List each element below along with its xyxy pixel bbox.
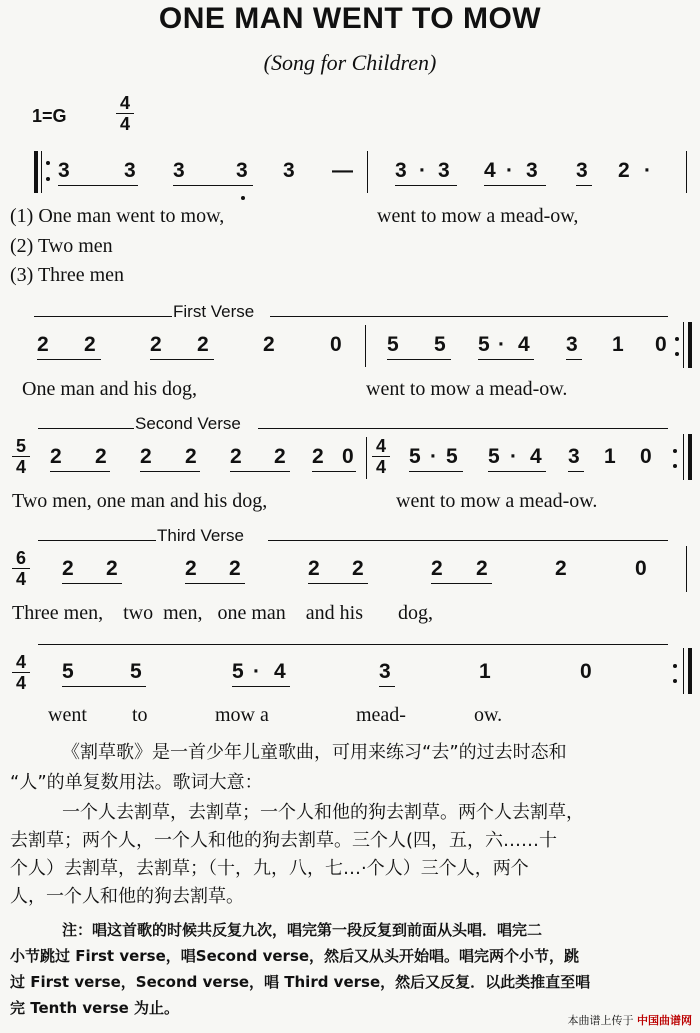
beam — [150, 359, 214, 360]
note: 2 — [308, 557, 320, 580]
beam — [431, 583, 492, 584]
third-verse-label: Third Verse — [157, 526, 244, 545]
beam — [50, 471, 110, 472]
beam — [62, 583, 122, 584]
intro-paragraph-line: “人”的单复数用法。歌词大意： — [10, 772, 263, 793]
barline — [683, 322, 684, 368]
time-sig-top: 5 — [15, 436, 26, 456]
lyric-second-verse-a: Two men, one man and his dog, — [12, 490, 268, 512]
barline — [41, 151, 42, 193]
repeat-dot — [46, 161, 50, 165]
note: 2 — [84, 333, 96, 356]
note: 2 — [37, 333, 49, 356]
song-subtitle: (Song for Children) — [263, 50, 437, 75]
lyric-third-verse: Three men, two men, one man and his dog, — [12, 602, 434, 624]
dot-note: · — [253, 660, 260, 683]
note: 3 — [568, 445, 580, 468]
lyrics-meaning-line: 一个人去割草，去割草；一个人和他的狗去割草。两个人去割草， — [62, 802, 584, 823]
beam — [58, 185, 138, 186]
note: 2 — [50, 445, 62, 468]
repeat-dot — [675, 352, 679, 356]
lyrics-meaning-line: 个人）去割草，去割草；（十，九，八，七…·个人）三个人，两个 — [10, 858, 529, 879]
repeat-dot — [675, 337, 679, 341]
dot-note: · — [430, 445, 437, 468]
first-verse-label: First Verse — [173, 302, 255, 321]
dot-note: · — [510, 445, 517, 468]
lyric-word: mow a — [215, 704, 269, 726]
note: 1 — [479, 660, 491, 683]
note: 5 — [409, 445, 421, 468]
time-sig-top: 4 — [119, 93, 130, 113]
note: 2 — [229, 557, 241, 580]
footer-site-logo: 中国曲谱网 — [637, 1014, 692, 1027]
second-verse-label: Second Verse — [135, 414, 241, 433]
note: 2 — [95, 445, 107, 468]
time-signature-6-4 — [12, 548, 30, 589]
note: 5 — [446, 445, 458, 468]
time-signature-5-4 — [12, 436, 30, 477]
verse-bracket — [270, 316, 668, 317]
note: 3 — [283, 159, 295, 182]
beam — [185, 583, 245, 584]
note: 2 — [431, 557, 443, 580]
dot-note: · — [506, 159, 513, 182]
repeat-start-bar — [34, 151, 38, 193]
repeat-dot — [673, 449, 677, 453]
note: 2 — [352, 557, 364, 580]
note: 0 — [330, 333, 342, 356]
note: 3 — [58, 159, 70, 182]
note: 2 — [140, 445, 152, 468]
note: 4 — [530, 445, 542, 468]
lyric-verse-2: (2) Two men — [10, 235, 113, 257]
note: 3 — [526, 159, 538, 182]
dot-note: · — [498, 333, 505, 356]
beam — [62, 686, 146, 687]
time-sig-top: 6 — [15, 548, 26, 568]
lyric-word: to — [132, 704, 148, 726]
beam — [566, 359, 582, 360]
beam — [568, 471, 584, 472]
note: 3 — [395, 159, 407, 182]
lyric-first-verse-a: One man and his dog, — [22, 378, 197, 400]
note-paragraph-line: 注：唱这首歌的时候共反复九次，唱完第一段反复到前面从头唱．唱完二 — [62, 921, 543, 939]
lyric-second-verse-b: went to mow a mead-ow. — [396, 490, 598, 512]
note-paragraph-line: 过 First verse，Second verse，唱 Third verse，然后又反复．以此类推直至唱 — [10, 973, 591, 991]
time-signature-4-4 — [12, 652, 30, 693]
barline — [686, 151, 687, 193]
note: 2 — [274, 445, 286, 468]
note: 3 — [379, 660, 391, 683]
barline — [367, 151, 368, 193]
beam — [488, 471, 546, 472]
lyric-verse-1b: went to mow a mead-ow, — [377, 205, 579, 227]
note: 0 — [640, 445, 652, 468]
note: 3 — [566, 333, 578, 356]
note: 5 — [478, 333, 490, 356]
beam — [409, 471, 463, 472]
time-sig-bottom: 4 — [12, 568, 30, 589]
beam — [308, 583, 368, 584]
footer-watermark — [568, 1012, 693, 1028]
lyric-verse-3: (3) Three men — [10, 264, 125, 286]
barline — [365, 325, 366, 367]
note: 2 — [312, 445, 324, 468]
beam — [173, 185, 253, 186]
note: 4 — [518, 333, 530, 356]
lyric-verse-1: (1) One man went to mow, — [10, 205, 225, 227]
note: 0 — [635, 557, 647, 580]
repeat-dot — [46, 177, 50, 181]
footer-text: 本曲谱上传于 — [567, 1014, 634, 1027]
note: 5 — [434, 333, 446, 356]
beam — [576, 185, 592, 186]
beam — [140, 471, 200, 472]
dash: — — [332, 159, 353, 182]
note: 2 — [263, 333, 275, 356]
note: 2 — [230, 445, 242, 468]
time-sig-bottom: 4 — [12, 456, 30, 477]
verse-bracket — [34, 316, 172, 317]
verse-bracket — [38, 540, 156, 541]
note: 0 — [342, 445, 354, 468]
note: 2 — [618, 159, 630, 182]
note: 2 — [185, 557, 197, 580]
note: 2 — [106, 557, 118, 580]
repeat-end-bar — [688, 648, 692, 694]
barline — [686, 546, 687, 592]
note: 5 — [130, 660, 142, 683]
time-sig-bottom: 4 — [372, 456, 390, 477]
repeat-end-bar — [688, 322, 692, 368]
time-signature — [116, 93, 134, 134]
repeat-end-bar — [688, 434, 692, 480]
note: 3 — [124, 159, 136, 182]
beam — [484, 185, 546, 186]
repeat-dot — [673, 664, 677, 668]
note: 1 — [604, 445, 616, 468]
verse-bracket — [38, 428, 134, 429]
note: 5 — [488, 445, 500, 468]
note: 3 — [438, 159, 450, 182]
beam — [379, 686, 395, 687]
lyrics-meaning-line: 人，一个人和他的狗去割草。 — [10, 886, 244, 907]
note: 3 — [173, 159, 185, 182]
lyric-word: mead- — [356, 704, 406, 726]
beam — [387, 359, 451, 360]
beam — [232, 686, 290, 687]
note: 0 — [655, 333, 667, 356]
song-title: ONE MAN WENT TO MOW — [158, 2, 542, 35]
verse-bracket — [38, 644, 668, 645]
dot-note: · — [644, 159, 651, 182]
intro-paragraph-line: 《割草歌》是一首少年儿童歌曲，可用来练习“去”的过去时态和 — [62, 742, 567, 763]
note: 1 — [612, 333, 624, 356]
beam — [312, 471, 356, 472]
note-paragraph-line: 完 Tenth verse 为止。 — [10, 999, 180, 1017]
lyrics-meaning-line: 去割草；两个人，一个人和他的狗去割草。三个人(四，五，六……十 — [10, 830, 558, 851]
note: 2 — [197, 333, 209, 356]
note: 2 — [62, 557, 74, 580]
note: 0 — [580, 660, 592, 683]
time-signature-4-4 — [372, 436, 390, 477]
beam — [230, 471, 290, 472]
note: 5 — [62, 660, 74, 683]
time-sig-top: 4 — [15, 652, 26, 672]
barline — [366, 437, 367, 479]
time-sig-top: 4 — [375, 436, 386, 456]
barline — [683, 648, 684, 694]
beam — [37, 359, 101, 360]
lyric-word: ow. — [474, 704, 503, 726]
barline — [683, 434, 684, 480]
beam — [395, 185, 457, 186]
note: 4 — [484, 159, 496, 182]
beam — [478, 359, 534, 360]
lyric-word: went — [48, 704, 87, 726]
note: 4 — [274, 660, 286, 683]
lyric-first-verse-b: went to mow a mead-ow. — [366, 378, 568, 400]
verse-bracket — [258, 428, 668, 429]
note-paragraph-line: 小节跳过 First verse，唱Second verse，然后又从头开始唱。唱完两个小节，跳 — [10, 947, 580, 965]
note: 3 — [236, 159, 248, 182]
note: 5 — [232, 660, 244, 683]
note: 2 — [555, 557, 567, 580]
note: 5 — [387, 333, 399, 356]
time-sig-bottom: 4 — [116, 113, 134, 134]
note: 2 — [476, 557, 488, 580]
time-sig-bottom: 4 — [12, 672, 30, 693]
key-signature: 1=G — [32, 106, 67, 126]
repeat-dot — [673, 679, 677, 683]
note: 3 — [576, 159, 588, 182]
low-octave-dot — [241, 196, 245, 200]
note: 2 — [185, 445, 197, 468]
verse-bracket — [268, 540, 668, 541]
repeat-dot — [673, 464, 677, 468]
note: 2 — [150, 333, 162, 356]
dot-note: · — [419, 159, 426, 182]
